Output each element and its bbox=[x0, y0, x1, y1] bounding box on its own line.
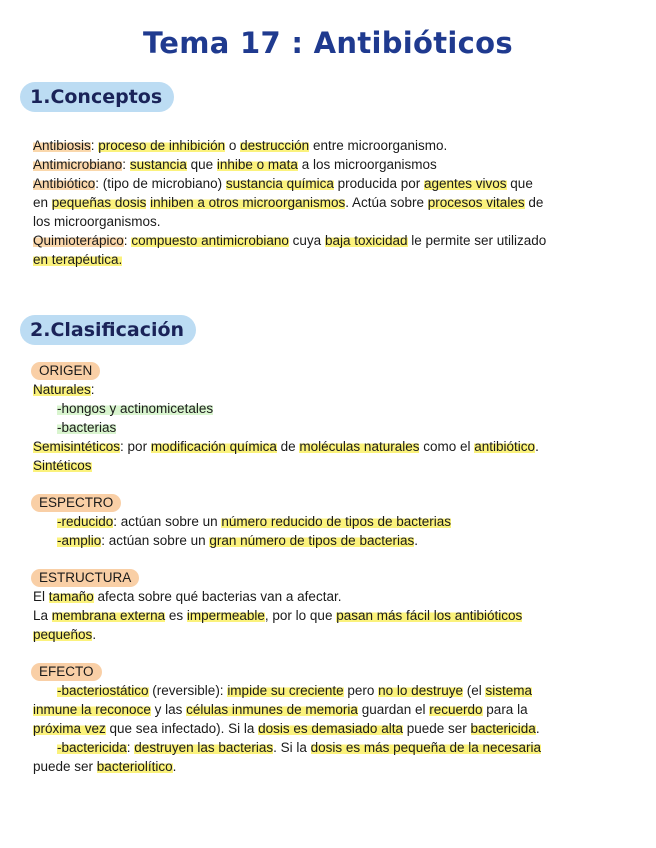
highlight: moléculas naturales bbox=[299, 439, 420, 454]
text: . bbox=[414, 533, 418, 548]
text-line bbox=[33, 250, 645, 269]
highlight: membrana externa bbox=[51, 608, 166, 623]
highlight: agentes vivos bbox=[423, 176, 507, 191]
term: Antibiosis bbox=[33, 138, 91, 153]
tag-line bbox=[33, 662, 645, 681]
text: que bbox=[506, 176, 533, 191]
text-line bbox=[33, 380, 645, 399]
text: y las bbox=[150, 702, 187, 717]
highlight: inhibe o mata bbox=[216, 157, 298, 172]
efecto-block bbox=[33, 662, 645, 776]
text: afecta sobre qué bacterias van a afectar. bbox=[93, 589, 342, 604]
text: : bbox=[90, 138, 99, 153]
text: La bbox=[33, 608, 52, 623]
highlight: tamaño bbox=[48, 589, 94, 604]
text: que sea infectado). Si la bbox=[105, 721, 259, 736]
highlight: inhiben a otros microorganismos bbox=[150, 195, 346, 210]
text: puede ser bbox=[33, 759, 97, 774]
espectro-block bbox=[33, 493, 645, 550]
text: o bbox=[225, 138, 241, 153]
text: cuya bbox=[288, 233, 325, 248]
text-line bbox=[33, 193, 645, 212]
highlight: próxima vez bbox=[33, 721, 106, 736]
highlight: pequeñas dosis bbox=[51, 195, 147, 210]
text: a los microorganismos bbox=[297, 157, 437, 172]
highlight: Semisintéticos bbox=[33, 439, 121, 454]
category-tag-espectro: ESPECTRO bbox=[31, 494, 121, 512]
text: : bbox=[90, 382, 95, 397]
highlight: impide su creciente bbox=[227, 683, 344, 698]
text-line bbox=[33, 719, 645, 738]
highlight: Sintéticos bbox=[33, 458, 92, 473]
highlight: sistema bbox=[485, 683, 532, 698]
text-line bbox=[33, 700, 645, 719]
highlight: no lo destruye bbox=[378, 683, 463, 698]
text: los microorganismos. bbox=[33, 214, 161, 229]
highlight: sustancia química bbox=[225, 176, 334, 191]
highlight: impermeable bbox=[186, 608, 265, 623]
highlight: bactericida bbox=[470, 721, 536, 736]
text: : por bbox=[120, 439, 151, 454]
text: en bbox=[33, 195, 52, 210]
text: pero bbox=[343, 683, 379, 698]
text: . Actúa sobre bbox=[345, 195, 428, 210]
term: Quimioterápico bbox=[33, 233, 124, 248]
text: : (tipo de microbiano) bbox=[95, 176, 226, 191]
highlight: antibiótico bbox=[474, 439, 536, 454]
text-line bbox=[33, 738, 645, 757]
text: : actúan sobre un bbox=[113, 514, 222, 529]
estructura-block bbox=[33, 568, 645, 644]
text-line bbox=[33, 174, 645, 193]
category-tag-estructura: ESTRUCTURA bbox=[31, 569, 139, 587]
text: para la bbox=[482, 702, 528, 717]
text-line bbox=[33, 587, 645, 606]
text: entre microorganismo. bbox=[309, 138, 448, 153]
highlight: baja toxicidad bbox=[324, 233, 408, 248]
highlight: proceso de inhibición bbox=[98, 138, 226, 153]
highlight: pasan más fácil los antibióticos bbox=[336, 608, 523, 623]
text-line bbox=[33, 456, 645, 475]
tag-line bbox=[33, 361, 645, 380]
text: es bbox=[165, 608, 187, 623]
highlight: gran número de tipos de bacterias bbox=[209, 533, 415, 548]
text: : bbox=[126, 740, 135, 755]
text-line bbox=[33, 606, 645, 625]
highlight: dosis es demasiado alta bbox=[258, 721, 403, 736]
highlight: recuerdo bbox=[429, 702, 483, 717]
text: de bbox=[276, 439, 300, 454]
highlight: inmune la reconoce bbox=[33, 702, 151, 717]
highlight: sustancia bbox=[129, 157, 187, 172]
category-tag-efecto: EFECTO bbox=[31, 663, 102, 681]
highlight: Naturales bbox=[33, 382, 91, 397]
highlight: destrucción bbox=[240, 138, 310, 153]
text: . bbox=[92, 627, 97, 642]
highlight: procesos vitales bbox=[427, 195, 525, 210]
text: : bbox=[122, 157, 130, 172]
text-line bbox=[33, 136, 645, 155]
highlight: -amplio bbox=[57, 533, 102, 548]
highlight: dosis es más pequeña de la necesaria bbox=[310, 740, 542, 755]
tag-line bbox=[33, 568, 645, 587]
text-line bbox=[33, 437, 645, 456]
highlight: bacteriolítico bbox=[96, 759, 173, 774]
text-line bbox=[33, 231, 645, 250]
term: Antimicrobiano bbox=[33, 157, 123, 172]
text: (el bbox=[462, 683, 486, 698]
conceptos-block bbox=[33, 136, 645, 269]
text: : actúan sobre un bbox=[101, 533, 210, 548]
text: le permite ser utilizado bbox=[407, 233, 547, 248]
section-heading-clasificacion: 2.Clasificación bbox=[20, 315, 196, 345]
highlight: -bacteriostático bbox=[57, 683, 149, 698]
origen-block bbox=[33, 361, 645, 475]
text: que bbox=[186, 157, 217, 172]
text: . Si la bbox=[273, 740, 311, 755]
text-line bbox=[33, 399, 645, 418]
text-line bbox=[33, 757, 645, 776]
highlight: en terapéutica. bbox=[33, 252, 123, 267]
text: , por lo que bbox=[264, 608, 337, 623]
highlight: pequeños bbox=[33, 627, 93, 642]
text: (reversible): bbox=[148, 683, 228, 698]
text-line bbox=[33, 681, 645, 700]
highlight: modificación química bbox=[150, 439, 277, 454]
category-tag-origen: ORIGEN bbox=[31, 362, 100, 380]
text-line bbox=[33, 155, 645, 174]
highlight: -bacterias bbox=[57, 420, 117, 435]
text: El bbox=[33, 589, 49, 604]
text: puede ser bbox=[402, 721, 471, 736]
text-line bbox=[33, 531, 645, 550]
text: . bbox=[172, 759, 177, 774]
highlight: compuesto antimicrobiano bbox=[131, 233, 289, 248]
section-heading-conceptos: 1.Conceptos bbox=[20, 82, 174, 112]
highlight: -reducido bbox=[57, 514, 114, 529]
highlight: destruyen las bacterias bbox=[134, 740, 274, 755]
text: de bbox=[524, 195, 544, 210]
term: Antibiótico bbox=[33, 176, 96, 191]
text: . bbox=[535, 721, 540, 736]
tag-line bbox=[33, 493, 645, 512]
text: guardan el bbox=[357, 702, 430, 717]
text-line bbox=[33, 418, 645, 437]
highlight: células inmunes de memoria bbox=[186, 702, 358, 717]
text-line bbox=[33, 212, 645, 231]
highlight: número reducido de tipos de bacterias bbox=[221, 514, 451, 529]
text-line bbox=[33, 625, 645, 644]
text-line bbox=[33, 512, 645, 531]
text: producida por bbox=[333, 176, 424, 191]
highlight: -bactericida bbox=[57, 740, 127, 755]
text: . bbox=[535, 439, 539, 454]
highlight: -hongos y actinomicetales bbox=[57, 401, 214, 416]
page-title: Tema 17 : Antibióticos bbox=[143, 26, 513, 60]
text: : bbox=[123, 233, 132, 248]
text: como el bbox=[419, 439, 475, 454]
